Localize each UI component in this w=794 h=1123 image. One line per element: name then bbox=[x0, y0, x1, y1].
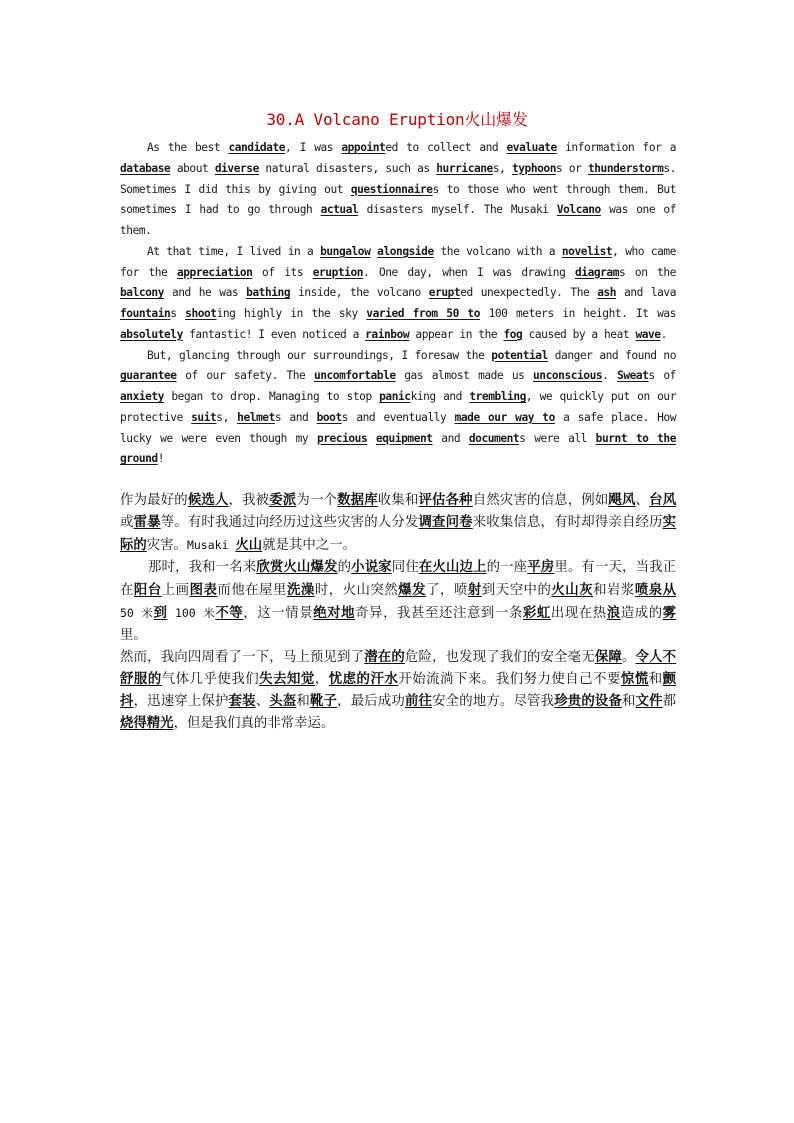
vocab-keyword: document bbox=[468, 431, 520, 445]
vocab-keyword: 雾 bbox=[662, 606, 677, 621]
text-run: 了，喷 bbox=[426, 583, 468, 598]
text-run: 和岩浆 bbox=[593, 583, 635, 598]
text-run: 收集和 bbox=[377, 493, 419, 508]
text-run: 都 bbox=[662, 694, 677, 709]
text-run: . One day, when I was drawing bbox=[363, 265, 575, 279]
text-run: 里。 bbox=[120, 628, 147, 643]
text-run: began to drop. Managing to stop bbox=[164, 390, 380, 403]
vocab-keyword: eruption bbox=[312, 265, 364, 279]
chinese-paragraph bbox=[120, 490, 676, 557]
text-run: and bbox=[432, 431, 469, 445]
vocab-keyword: 实际的 bbox=[120, 515, 677, 553]
vocab-keyword: 颤抖 bbox=[120, 672, 677, 709]
vocab-keyword: guarantee bbox=[120, 369, 177, 383]
text-run: 奇异，我甚至还注意到一条 bbox=[355, 606, 523, 621]
text-run: ，我被 bbox=[228, 493, 270, 508]
vocab-keyword: helmet bbox=[237, 410, 275, 424]
vocab-keyword: diverse bbox=[214, 161, 259, 175]
vocab-keyword: thunderstorm bbox=[587, 161, 664, 175]
text-run: 的一座 bbox=[486, 560, 528, 575]
vocab-keyword: Volcano bbox=[556, 203, 601, 217]
text-run: 50 米 bbox=[120, 606, 154, 620]
vocab-keyword: shoot bbox=[185, 307, 217, 320]
text-run: ed to collect and bbox=[385, 141, 507, 154]
english-paragraph bbox=[120, 346, 676, 471]
text-run: ed unexpectedly. The bbox=[460, 286, 598, 300]
vocab-keyword: 射 bbox=[467, 583, 482, 598]
vocab-keyword: potential bbox=[491, 348, 548, 362]
text-run: 100 米 bbox=[167, 606, 216, 620]
text-run: a safe place. How lucky we were even though my bbox=[120, 410, 676, 445]
text-run: . bbox=[602, 369, 618, 383]
text-run: information for a bbox=[556, 141, 676, 154]
text-run: s, bbox=[492, 161, 512, 175]
text-run: 的 bbox=[337, 560, 352, 575]
text-run: ，迅速穿上保护 bbox=[133, 694, 229, 709]
vocab-keyword: 火山灰 bbox=[551, 583, 594, 598]
text-run: s to those who went through them. But sometimes I had to go through bbox=[120, 182, 676, 217]
document-title: 30.A Volcano Eruption火山爆发 bbox=[266, 110, 528, 129]
vocab-keyword: 爆发 bbox=[398, 583, 427, 598]
text-run: of our safety. The bbox=[176, 369, 314, 383]
vocab-keyword: actual bbox=[320, 203, 359, 217]
vocab-keyword: 文件 bbox=[635, 694, 663, 709]
vocab-keyword: 保障 bbox=[594, 650, 622, 665]
text-run: 气体几乎使我们 bbox=[161, 672, 260, 687]
text-run: 就是其中之一。 bbox=[262, 538, 356, 553]
vocab-keyword: 前往 bbox=[404, 694, 433, 709]
vocab-keyword: unconscious bbox=[533, 369, 603, 383]
english-paragraph bbox=[120, 138, 676, 242]
vocab-keyword: 惊慌 bbox=[620, 672, 649, 687]
vocab-keyword: 评估各种 bbox=[418, 493, 473, 508]
vocab-keyword: 令人不舒服的 bbox=[120, 650, 677, 687]
vocab-keyword: 雷暴 bbox=[133, 515, 161, 530]
text-run: , who came for the bbox=[120, 244, 676, 279]
vocab-keyword: 图表 bbox=[189, 583, 218, 598]
text-run: was one of them. bbox=[120, 203, 676, 237]
vocab-keyword: 洗澡 bbox=[286, 583, 315, 598]
vocab-keyword: 不等 bbox=[215, 606, 244, 621]
vocab-keyword: rainbow bbox=[365, 327, 410, 341]
text-run: 造成的 bbox=[620, 606, 663, 621]
text-run: 或 bbox=[120, 515, 134, 530]
text-run: s on the bbox=[619, 265, 676, 279]
chinese-translation bbox=[120, 490, 676, 735]
vocab-keyword: 失去知觉 bbox=[259, 672, 315, 687]
text-run: s. Sometimes I did this by giving out bbox=[120, 161, 676, 196]
vocab-keyword: 候选人 bbox=[187, 493, 229, 508]
vocab-keyword: 调查问卷 bbox=[418, 515, 473, 530]
text-run: caused by a heat bbox=[522, 327, 636, 341]
text-run: But, glancing through our surroundings, I foresaw the bbox=[147, 348, 492, 362]
vocab-keyword: diagram bbox=[575, 265, 619, 279]
text-run: appear in the bbox=[409, 327, 504, 341]
text-run: 和 bbox=[648, 672, 663, 687]
vocab-keyword: typhoon bbox=[511, 161, 556, 175]
text-run: about bbox=[170, 161, 215, 175]
vocab-keyword: 数据库 bbox=[337, 493, 378, 508]
vocab-keyword: alongside bbox=[377, 244, 434, 258]
text-run: 和 bbox=[296, 694, 310, 709]
text-run: 、 bbox=[635, 493, 650, 508]
vocab-keyword: appreciation bbox=[176, 265, 253, 279]
text-run: ! bbox=[157, 452, 165, 466]
text-run: 那时，我和一名来 bbox=[148, 560, 257, 575]
vocab-keyword: 欣赏火山爆发 bbox=[256, 560, 338, 575]
chinese-paragraph bbox=[120, 557, 676, 647]
vocab-keyword: 阳台 bbox=[133, 583, 162, 598]
text-run: 灾害。 bbox=[146, 538, 187, 553]
vocab-keyword: panic bbox=[379, 390, 411, 403]
vocab-keyword: 浪 bbox=[606, 606, 621, 621]
text-run: and he was bbox=[164, 286, 247, 300]
vocab-keyword: wave bbox=[635, 327, 661, 341]
text-run: inside, the volcano bbox=[290, 286, 429, 300]
text-run: 危险，也发现了我们的安全毫无 bbox=[404, 650, 595, 665]
vocab-keyword: Sweat bbox=[617, 369, 649, 383]
vocab-keyword: 绝对地 bbox=[313, 606, 356, 621]
text-run: s, bbox=[216, 410, 238, 424]
vocab-keyword: burnt to the ground bbox=[120, 431, 676, 466]
vocab-keyword: 在火山边上 bbox=[418, 560, 487, 575]
vocab-keyword: 烧得精光 bbox=[120, 716, 174, 731]
vocab-keyword: novelist bbox=[561, 244, 613, 258]
vocab-keyword: 潜在的 bbox=[364, 650, 405, 665]
vocab-keyword: 喷泉从 bbox=[634, 583, 677, 598]
vocab-keyword: uncomfortable bbox=[313, 369, 396, 383]
text-run: 等。有时我通过向经历过这些灾害的人分发 bbox=[160, 515, 419, 530]
text-run: s and bbox=[274, 410, 317, 424]
text-run: 到天空中的 bbox=[481, 583, 552, 598]
text-run: 和 bbox=[622, 694, 636, 709]
vocab-keyword: 彩虹 bbox=[522, 606, 551, 621]
text-run: disasters myself. The Musaki bbox=[358, 203, 557, 217]
text-run: ，但是我们真的非常幸运。 bbox=[173, 716, 335, 731]
vocab-keyword: 到 bbox=[153, 606, 168, 621]
chinese-paragraph bbox=[120, 647, 676, 735]
text-run: 开始流淌下来。我们努力使自己不要 bbox=[398, 672, 621, 687]
vocab-keyword: 飓风 bbox=[608, 493, 636, 508]
text-run: 为一个 bbox=[296, 493, 338, 508]
vocab-keyword: 忧虑的汗水 bbox=[328, 672, 399, 687]
english-paragraph bbox=[120, 242, 676, 346]
vocab-keyword: 套装 bbox=[228, 694, 256, 709]
text-run: 自然灾害的信息，例如 bbox=[472, 493, 609, 508]
text-run: danger and found no bbox=[547, 348, 676, 362]
text-run: 。 bbox=[621, 650, 636, 665]
vocab-keyword: suit bbox=[191, 410, 217, 424]
text-run: At that time, I lived in a bbox=[147, 244, 321, 258]
text-run: ，这一情景 bbox=[243, 606, 314, 621]
vocab-keyword: questionnaire bbox=[350, 182, 433, 196]
text-run: , we quickly put on our protective bbox=[120, 390, 676, 424]
text-run: , I was bbox=[285, 141, 342, 154]
text-run: ， bbox=[314, 672, 329, 687]
vocab-keyword: 小说家 bbox=[351, 560, 392, 575]
vocab-keyword: 火山 bbox=[235, 538, 263, 553]
text-run: ing highly in the sky bbox=[216, 307, 367, 320]
vocab-keyword: 头盔 bbox=[269, 694, 297, 709]
vocab-keyword: evaluate bbox=[506, 141, 557, 154]
vocab-keyword: fog bbox=[503, 327, 523, 341]
text-run: 而他在屋里 bbox=[217, 583, 287, 598]
text-run: As the best bbox=[147, 141, 229, 154]
vocab-keyword: erupt bbox=[428, 286, 461, 300]
text-run bbox=[367, 432, 376, 445]
text-run: 100 meters in height. It was bbox=[480, 307, 676, 320]
text-run: 、 bbox=[255, 694, 270, 709]
vocab-keyword: 委派 bbox=[269, 493, 297, 508]
vocab-keyword: made our way to bbox=[454, 410, 555, 424]
text-run: 出现在热 bbox=[550, 606, 607, 621]
vocab-keyword: hurricane bbox=[436, 161, 493, 175]
vocab-keyword: appoint bbox=[341, 141, 386, 154]
text-run: 时，火山突然 bbox=[314, 583, 399, 598]
text-run: 上画 bbox=[161, 583, 190, 598]
text-run: . bbox=[660, 327, 667, 341]
vocab-keyword: 珍贵的设备 bbox=[554, 694, 623, 709]
text-run: the volcano with a bbox=[433, 244, 562, 258]
text-run: s were all bbox=[519, 431, 596, 445]
text-run: and lava bbox=[616, 286, 676, 300]
vocab-keyword: 靴子 bbox=[309, 694, 338, 709]
vocab-keyword: balcony bbox=[120, 286, 164, 300]
text-run: 然而，我向四周看了一下，马上预见到了 bbox=[120, 650, 365, 665]
text-run: 安全的地方。尽管我 bbox=[432, 694, 555, 709]
vocab-keyword: equipment bbox=[375, 431, 433, 445]
text-run: s or bbox=[555, 161, 588, 175]
vocab-keyword: 平房 bbox=[527, 560, 555, 575]
english-passage bbox=[120, 138, 676, 470]
vocab-keyword: 台风 bbox=[649, 493, 677, 508]
text-run: 作为最好的 bbox=[120, 493, 188, 508]
vocab-keyword: ash bbox=[597, 286, 617, 300]
text-run: s of bbox=[648, 369, 676, 383]
text-run: s bbox=[170, 307, 186, 320]
text-run: 同住 bbox=[391, 560, 419, 575]
vocab-keyword: anxiety bbox=[120, 390, 164, 403]
text-run: gas almost made us bbox=[395, 369, 534, 383]
vocab-keyword: bungalow bbox=[320, 244, 371, 258]
text-run: ，最后成功 bbox=[337, 694, 405, 709]
text-run: of its bbox=[252, 265, 313, 279]
vocab-keyword: boot bbox=[316, 410, 342, 424]
text-run: s and eventually bbox=[341, 410, 455, 424]
text-run: fantastic! I even noticed a bbox=[182, 327, 366, 341]
text-run: king and bbox=[410, 390, 470, 403]
vocab-keyword: fountain bbox=[120, 307, 171, 320]
vocab-keyword: trembling bbox=[469, 390, 526, 403]
text-run: natural disasters, such as bbox=[258, 161, 437, 175]
text-run: 来收集信息，有时却得亲自经历 bbox=[472, 515, 663, 530]
vocab-keyword: database bbox=[120, 161, 171, 175]
vocab-keyword: varied from 50 to bbox=[366, 307, 481, 320]
vocab-keyword: absolutely bbox=[120, 327, 183, 341]
vocab-keyword: bathing bbox=[246, 286, 291, 300]
text-run: Musaki bbox=[186, 538, 236, 552]
text-run: 里。有一天，当我正在 bbox=[120, 560, 677, 598]
vocab-keyword: candidate bbox=[228, 141, 286, 154]
vocab-keyword: precious bbox=[316, 431, 368, 445]
